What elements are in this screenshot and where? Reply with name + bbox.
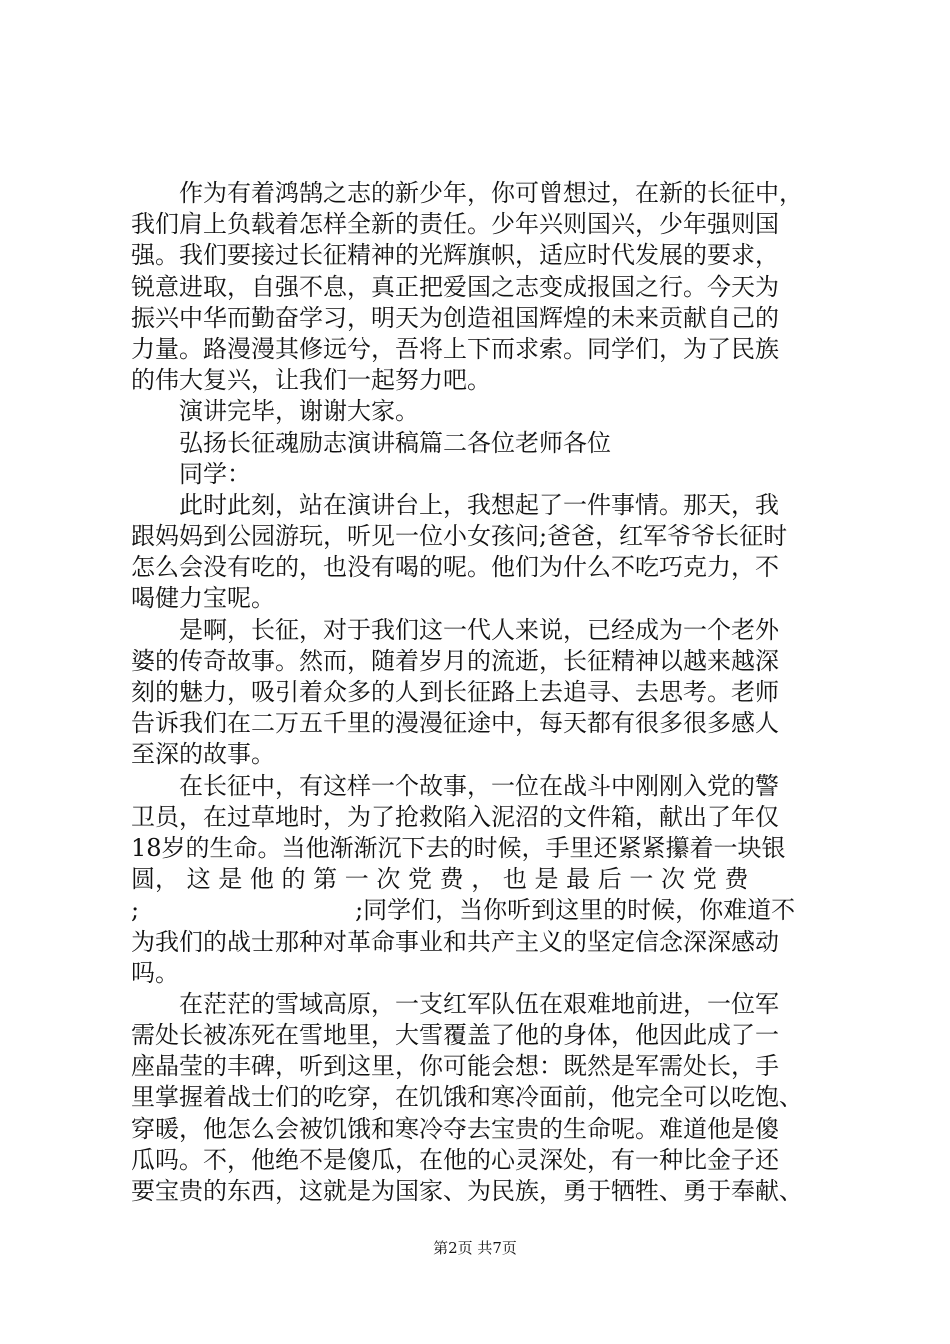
text-line: 穿暖，他怎么会被饥饿和寒冷夺去宝贵的生命呢。难道他是傻	[131, 1114, 779, 1143]
text-line: 在长征中，有这样一个故事，一位在战斗中刚刚入党的警	[179, 771, 779, 800]
text-line: 卫员，在过草地时，为了抢救陷入泥沼的文件箱，献出了年仅	[131, 802, 779, 831]
text-line: 至深的故事。	[131, 740, 275, 769]
text-line: 此时此刻，站在演讲台上，我想起了一件事情。那天，我	[179, 490, 779, 519]
text-line: 是啊，长征，对于我们这一代人来说，已经成为一个老外	[179, 615, 779, 644]
text-line: 婆的传奇故事。然而，随着岁月的流逝，长征精神以越来越深	[131, 646, 779, 675]
body-text	[131, 178, 831, 1207]
text-line: 作为有着鸿鹄之志的新少年，你可曾想过，在新的长征中，	[179, 179, 803, 207]
text-line: 要宝贵的东西，这就是为国家、为民族，勇于牺牲、勇于奉献、	[131, 1177, 803, 1205]
text-line: 喝健力宝呢。	[131, 584, 275, 613]
text-line: 力量。路漫漫其修远兮，吾将上下而求索。同学们，为了民族	[131, 334, 779, 363]
text-line: 演讲完毕，谢谢大家。	[179, 397, 419, 426]
text-line: 告诉我们在二万五千里的漫漫征途中，每天都有很多很多感人	[131, 709, 779, 738]
text-line: 强。我们要接过长征精神的光辉旗帜，适应时代发展的要求，	[131, 241, 779, 270]
text-line: 锐意进取，自强不息，真正把爱国之志变成报国之行。今天为	[131, 272, 779, 301]
text-line: 圆， 这 是 他 的 第 一 次 党 费 ， 也 是 最 后 一 次 党 费	[131, 865, 749, 894]
text-line: 吗。	[131, 958, 179, 987]
page-footer: 第2页 共7页	[433, 1239, 517, 1257]
text-line: 跟妈妈到公园游玩，听见一位小女孩问;爸爸，红军爷爷长征时	[131, 522, 788, 551]
text-line: 里掌握着战士们的吃穿，在饥饿和寒冷面前，他完全可以吃饱、	[131, 1083, 803, 1112]
text-line: ; ;同学们，当你听到这里的时候，你难道不	[131, 896, 796, 925]
text-line: 瓜吗。不，他绝不是傻瓜，在他的心灵深处，有一种比金子还	[131, 1145, 779, 1174]
text-line: 座晶莹的丰碑，听到这里，你可能会想：既然是军需处长，手	[131, 1052, 779, 1081]
text-line: 需处长被冻死在雪地里，大雪覆盖了他的身体，他因此成了一	[131, 1021, 779, 1050]
text-line: 为我们的战士那种对革命事业和共产主义的坚定信念深深感动	[131, 927, 779, 956]
text-line: 刻的魅力，吸引着众多的人到长征路上去追寻、去思考。老师	[131, 678, 779, 706]
text-line: 我们肩上负载着怎样全新的责任。少年兴则国兴，少年强则国	[131, 210, 779, 239]
text-line: 弘扬长征魂励志演讲稿篇二各位老师各位	[179, 428, 611, 457]
text-line: 18岁的生命。当他渐渐沉下去的时候，手里还紧紧攥着一块银	[131, 833, 786, 862]
text-line: 在茫茫的雪域高原，一支红军队伍在艰难地前进，一位军	[179, 989, 779, 1018]
text-line: 怎么会没有吃的，也没有喝的呢。他们为什么不吃巧克力，不	[131, 553, 779, 582]
text-line: 同学：	[179, 459, 251, 488]
text-line: 的伟大复兴，让我们一起努力吧。	[131, 366, 491, 395]
text-line: 振兴中华而勤奋学习，明天为创造祖国辉煌的未来贡献自己的	[131, 303, 779, 332]
